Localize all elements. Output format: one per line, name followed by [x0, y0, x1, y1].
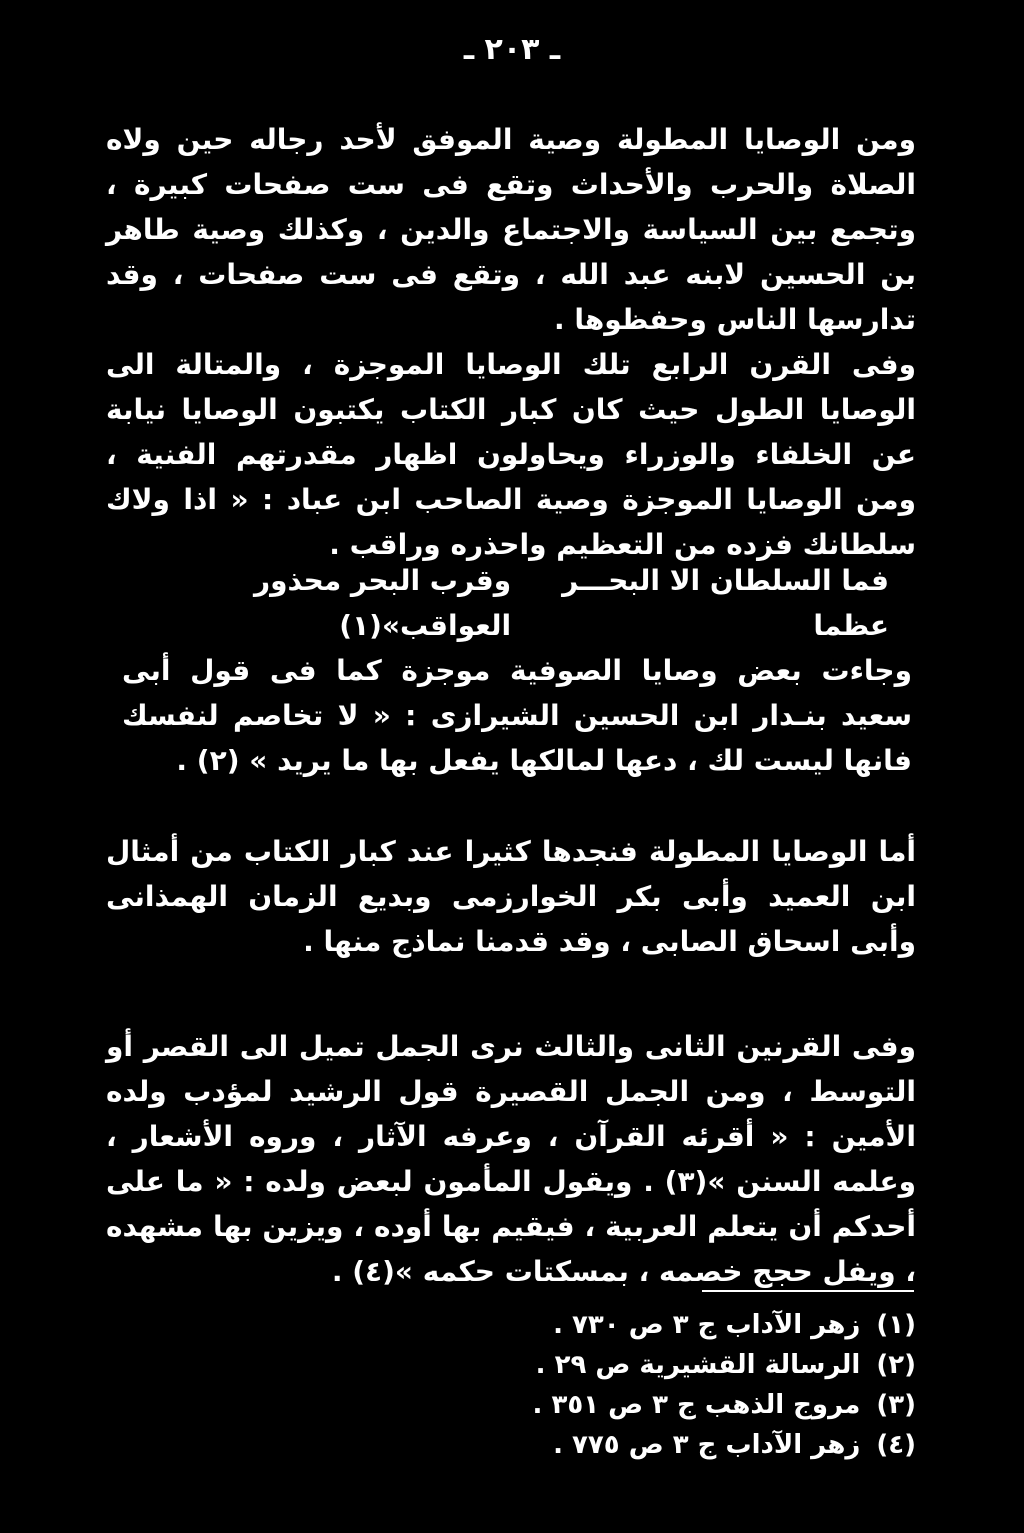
footnote-separator: [702, 1290, 914, 1292]
verse-line: [109, 558, 889, 648]
verse-right-hemistich: فما السلطان الا البحـــر عظما: [562, 564, 889, 642]
footnote-text: مروج الذهب ج ٣ ص ٣٥١ .: [532, 1390, 861, 1420]
footnote-item: [533, 1425, 916, 1465]
footnote-number: (٤): [876, 1430, 916, 1460]
footnote-item: [533, 1345, 916, 1385]
footnote-number: (٣): [876, 1390, 916, 1420]
paragraph-4: أما الوصايا المطولة فنجدها كثيرا عند كبار الكتاب من أمثال ابن العميد وأبى بكر الخوارزمى وبديع الزمان الهمذانى وأبى اسحاق الصابى ، وقد قدمنا نماذج منها .: [106, 835, 916, 958]
page-number: ـ ٢٠٣ ـ: [463, 32, 561, 67]
verse-left-hemistich: وقرب البحر محذور العواقب»(١): [253, 564, 512, 642]
footnotes-list: [533, 1305, 916, 1465]
footnote-item: [533, 1305, 916, 1345]
footnote-text: زهر الآداب ج ٣ ص ٧٧٥ .: [553, 1430, 861, 1460]
footnote-text: زهر الآداب ج ٣ ص ٧٣٠ .: [553, 1310, 861, 1340]
footnote-number: (٢): [876, 1350, 916, 1380]
paragraph-5: وفى القرنين الثانى والثالث نرى الجمل تميل الى القصر أو التوسط ، ومن الجمل القصيرة قول الرشيد لمؤدب ولده الأمين : « أقرئه القرآن ، وعرفه الآثار ، وروه الأشعار ، وعلمه السنن »(٣) . ويقول المأمون لبعض ولده : « ما على أحدكم أن يتعلم العربية ، فيقيم بها أوده ، ويزين بها مشهده ، ويفل حجج خصمه ، بمسكتات حكمه »(٤) .: [106, 1030, 917, 1288]
paragraph-3: وجاءت بعض وصايا الصوفية موجزة كما فى قول أبى سعيد بنـدار ابن الحسين الشيرازى : « لا تخاصم لنفسك فانها ليست لك ، دعها لمالكها يفعل بها ما يريد » (٢) .: [122, 654, 912, 777]
paragraph-2: وفى القرن الرابع تلك الوصايا الموجزة ، والمتالة الى الوصايا الطول حيث كان كبار الكتاب يكتبون الوصايا نيابة عن الخلفاء والوزراء ويحاولون اظهار مقدرتهم الفنية ، ومن الوصايا الموجزة وصية الصاحب ابن عباد : « اذا ولاك سلطانك فزده من التعظيم واحذره وراقب .: [106, 348, 916, 561]
footnote-item: [533, 1385, 916, 1425]
paragraph-1: ومن الوصايا المطولة وصية الموفق لأحد رجاله حين ولاه الصلاة والحرب والأحداث وتقع فى ست صفحات كبيرة ، وتجمع بين السياسة والاجتماع والدين ، وكذلك وصية طاهر بن الحسين لابنه عبد الله ، وتقع فى ست صفحات ، وقد تدارسها الناس وحفظوها .: [106, 123, 916, 336]
footnote-number: (١): [876, 1310, 916, 1340]
footnote-text: الرسالة القشيرية ص ٢٩ .: [535, 1350, 861, 1380]
